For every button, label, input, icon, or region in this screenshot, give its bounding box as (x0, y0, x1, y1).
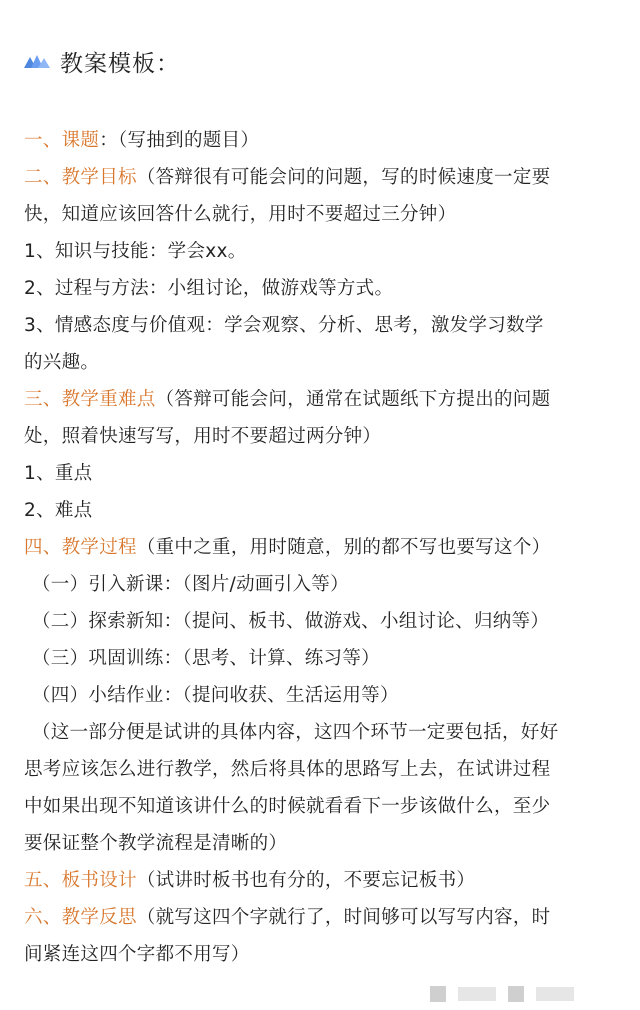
list-item: （三）巩固训练：（思考、计算、练习等） (32, 648, 380, 669)
section-text: （答辩可能会问，通常在试题纸下方提出的问题 (155, 389, 551, 410)
section-text: （重中之重，用时随意，别的都不写也要写这个） (136, 537, 551, 558)
section-text-continued: 快，知道应该回答什么就行，用时不要超过三分钟） (24, 204, 457, 225)
note-line: 中如果出现不知道该讲什么的时候就看看下一步该做什么，至少 (24, 796, 551, 817)
section-text-continued: 间紧连这四个字都不用写） (24, 944, 250, 965)
section-key-points (24, 381, 620, 418)
note-line: 要保证整个教学流程是清晰的） (24, 833, 288, 854)
list-item: 2、过程与方法：小组讨论，做游戏等方式。 (24, 278, 394, 299)
list-item: （四）小结作业：（提问收获、生活运用等） (32, 685, 399, 706)
mountain-logo-icon (24, 54, 50, 68)
note-line: 思考应该怎么进行教学，然后将具体的思路写上去，在试讲过程 (24, 759, 551, 780)
list-item: 3、情感态度与价值观：学会观察、分析、思考，激发学习数学 (24, 315, 544, 336)
section-heading: 一、课题 (24, 130, 100, 151)
blurred-watermark (430, 986, 574, 1002)
section-heading: 五、板书设计 (24, 870, 137, 891)
section-heading: 三、教学重难点 (24, 389, 156, 410)
lesson-plan-body (24, 122, 620, 973)
section-heading: 六、教学反思 (24, 907, 137, 928)
page-title: 教案模板： (60, 50, 180, 77)
watermark-bar (458, 987, 496, 1001)
section-objectives (24, 159, 620, 196)
page-header (24, 44, 180, 78)
note-line: （这一部分便是试讲的具体内容，这四个环节一定要包括，好好 (32, 722, 559, 743)
watermark-bar (536, 987, 574, 1001)
list-item: 2、难点 (24, 500, 93, 521)
section-heading: 二、教学目标 (24, 167, 137, 188)
list-item-continued: 的兴趣。 (24, 352, 100, 373)
section-text-continued: 处，照着快速写写，用时不要超过两分钟） (24, 426, 382, 447)
watermark-block (508, 986, 524, 1002)
section-text: （答辩很有可能会问的问题，写的时候速度一定要 (136, 167, 551, 188)
section-topic (24, 122, 620, 159)
list-item: 1、重点 (24, 463, 93, 484)
section-board-design (24, 862, 620, 899)
list-item: （二）探索新知：（提问、板书、做游戏、小组讨论、归纳等） (32, 611, 550, 632)
section-text: （试讲时板书也有分的，不要忘记板书） (136, 870, 476, 891)
list-item: （一）引入新课：（图片/动画引入等） (32, 574, 349, 595)
section-process (24, 529, 620, 566)
section-heading: 四、教学过程 (24, 537, 137, 558)
section-text: （就写这四个字就行了，时间够可以写写内容，时 (136, 907, 551, 928)
list-item: 1、知识与技能：学会xx。 (24, 241, 247, 262)
section-reflection (24, 899, 620, 936)
section-text: ：（写抽到的题目） (99, 130, 260, 151)
watermark-block (430, 986, 446, 1002)
